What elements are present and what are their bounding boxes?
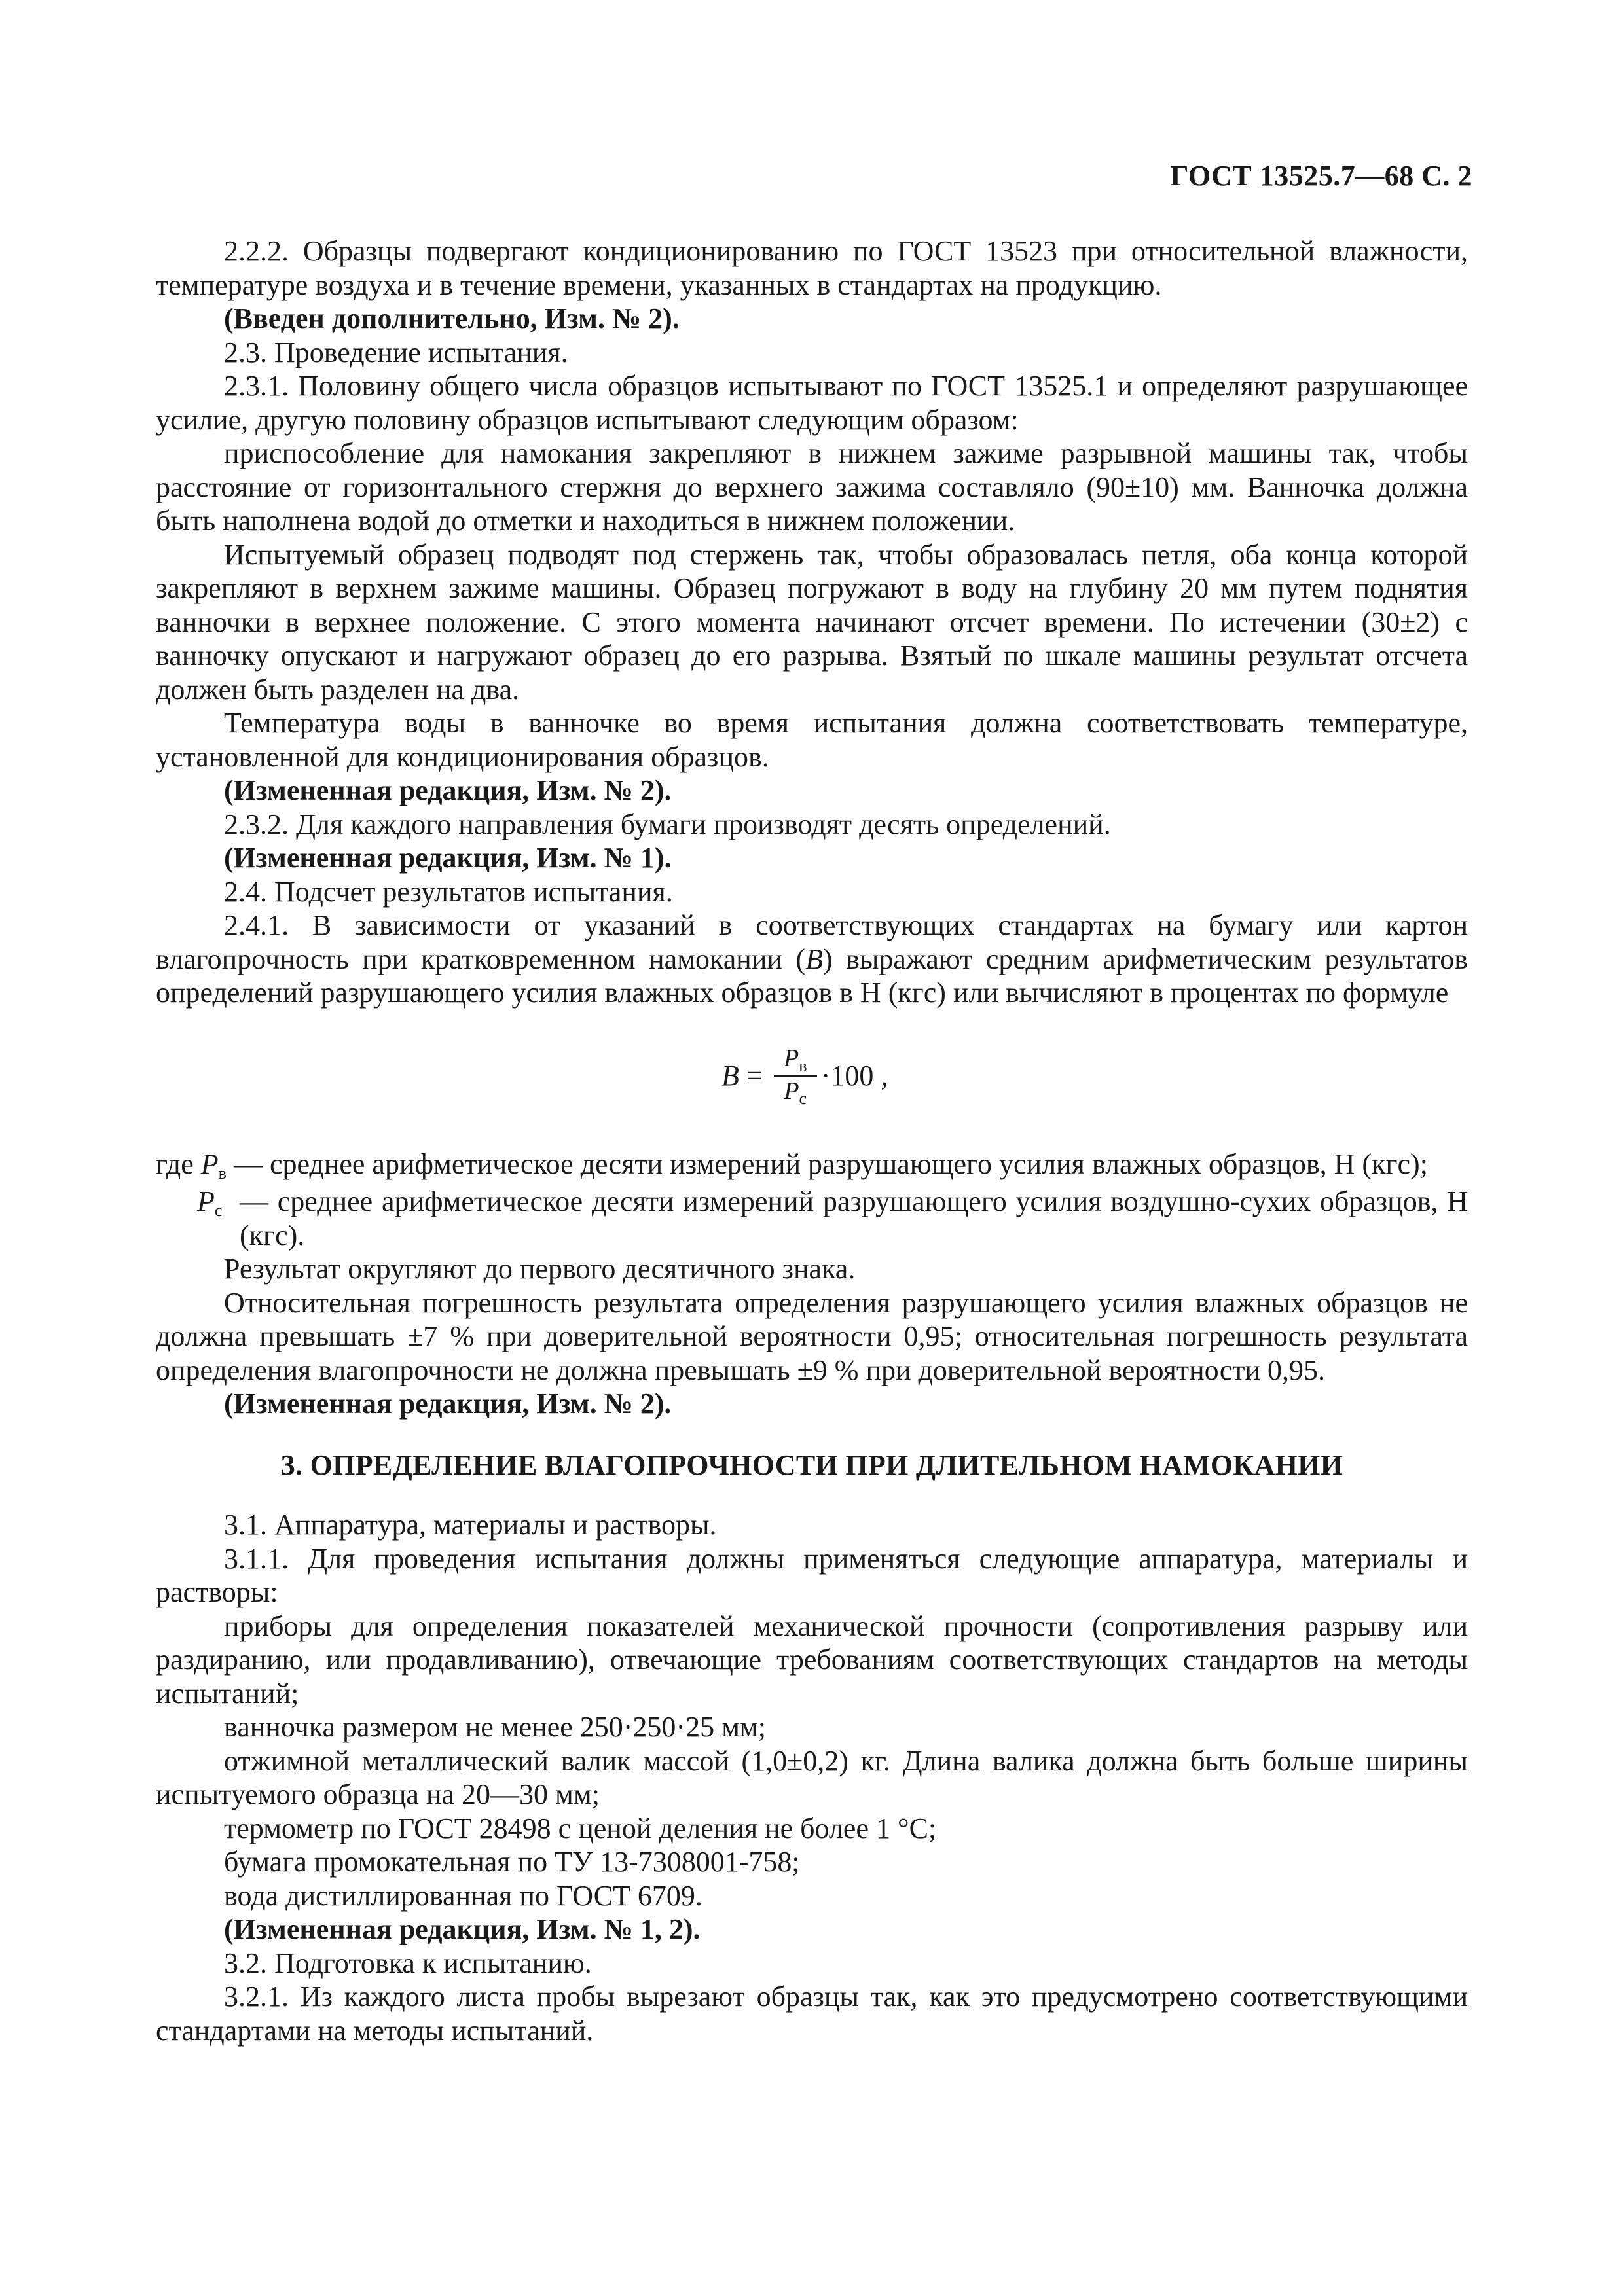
formula-multiplier: ·100 xyxy=(820,1059,874,1092)
paragraph-block-1 xyxy=(156,234,1468,908)
paragraph: Температура воды в ванночке во время испытания должна соответствовать температуре, установленной для кондиционирования образцов. xyxy=(156,707,1468,773)
paragraph: 2.3.2. Для каждого направления бумаги производят десять определений. xyxy=(224,808,1111,840)
paragraph: бумага промокательная по ТУ 13-7308001-758; xyxy=(224,1846,800,1878)
formula-denominator: $P_с$ xyxy=(784,1077,807,1108)
formula-fraction xyxy=(774,1044,817,1108)
paragraph: Результат округляют до первого десятичного знака. xyxy=(224,1253,856,1285)
paragraph: приборы для определения показателей механической прочности (сопротивления разрыву или раздиранию, или продавливанию), отвечающие требованиям соответствующих стандартов на методы испытаний; xyxy=(156,1609,1468,1710)
paragraph: (Измененная редакция, Изм. № 1). xyxy=(224,842,672,874)
paragraph: 3.2. Подготовка к испытанию. xyxy=(224,1946,592,1979)
page-header: ГОСТ 13525.7—68 С. 2 xyxy=(1170,160,1472,192)
paragraph: (Измененная редакция, Изм. № 2). xyxy=(224,1388,672,1420)
paragraph: 3.1. Аппаратура, материалы и растворы. xyxy=(224,1509,717,1541)
paragraph: (Измененная редакция, Изм. № 2). xyxy=(224,774,672,806)
formula-numerator: $P_в$ xyxy=(783,1044,807,1075)
formula-tail: , xyxy=(873,1059,888,1092)
document-body xyxy=(156,234,1468,2047)
paragraph: вода дистиллированная по ГОСТ 6709. xyxy=(224,1879,702,1912)
paragraph: 2.3.1. Половину общего числа образцов испытывают по ГОСТ 13525.1 и определяют разрушающее усилие, другую половину образцов испытывают следующим образом: xyxy=(156,370,1468,436)
formula-block xyxy=(156,1030,1468,1133)
paragraph-block-3 xyxy=(156,1508,1468,2047)
paragraph: приспособление для намокания закрепляют в нижнем зажиме разрывной машины так, чтобы расстояние от горизонтального стержня до верхнего зажима составляло (90±10) мм. Ванночка должна быть наполнена водой до отметки и находиться в нижнем положении. xyxy=(156,437,1468,537)
paragraph: (Введен дополнительно, Изм. № 2). xyxy=(224,302,680,334)
formula xyxy=(721,1033,888,1119)
paragraph: 2.2.2. Образцы подвергают кондиционированию по ГОСТ 13523 при относительной влажности, температуре воздуха и в течение времени, указанных в стандартах на продукцию. xyxy=(156,235,1468,301)
paragraph: отжимной металлический валик массой (1,0±0,2) кг. Длина валика должна быть больше ширины испытуемого образца на 20—30 мм; xyxy=(156,1744,1468,1810)
paragraph-block-2 xyxy=(156,1252,1468,1421)
paragraph: Испытуемый образец подводят под стержень так, чтобы образовалась петля, оба конца которой закрепляют в верхнем зажиме машины. Образец погружают в воду на глубину 20 мм путем поднятия ванночки в верхнее положение. С этого момента начинают отсчет времени. По истечении (30±2) с ванночку опускают и нагружают образец до его разрыва. Взятый по шкале машины результат отсчета должен быть разделен на два. xyxy=(156,538,1468,706)
paragraph: ванночка размером не менее 250·250·25 мм; xyxy=(224,1711,766,1743)
paragraph: 2.4. Подсчет результатов испытания. xyxy=(224,875,673,908)
definition-pc: Pс — среднее арифметическое десяти измерений разрушающего усилия воздушно-сухих образцов, Н (кгс). xyxy=(197,1185,1468,1251)
paragraph: Относительная погрешность результата определения разрушающего усилия влажных образцов не должна превышать ±7 % при доверительной вероятности 0,95; относительная погрешность результата определения влагопрочности не должна превышать ±9 % при доверительной вероятности 0,95. xyxy=(156,1286,1468,1386)
section-3-title: 3. ОПРЕДЕЛЕНИЕ ВЛАГОПРОЧНОСТИ ПРИ ДЛИТЕЛЬНОМ НАМОКАНИИ xyxy=(280,1448,1343,1481)
formula-lhs: B xyxy=(721,1059,739,1092)
paragraph: 3.2.1. Из каждого листа пробы вырезают образцы так, как это предусмотрено соответствующими стандартами на методы испытаний. xyxy=(156,1981,1468,2047)
formula-equals: = xyxy=(739,1059,770,1092)
paragraph: 2.3. Проведение испытания. xyxy=(224,336,568,368)
paragraph: (Измененная редакция, Изм. № 1, 2). xyxy=(224,1913,701,1945)
paragraph: 3.1.1. Для проведения испытания должны применяться следующие аппаратура, материалы и растворы: xyxy=(156,1542,1468,1608)
definitions-list xyxy=(156,1147,1468,1253)
paragraph: термометр по ГОСТ 28498 с ценой деления не более 1 °С; xyxy=(224,1812,937,1844)
definition-pv: где Pв — среднее арифметическое десяти измерений разрушающего усилия влажных образцов, Н (кгс); xyxy=(156,1147,1428,1183)
paragraph-2-4-1: 2.4.1. В зависимости от указаний в соответствующих стандартах на бумагу или картон влагопрочность при кратковременном намокании (B) выражают средним арифметическим результатов определений разрушающего усилия влажных образцов в Н (кгс) или вычисляют в процентах по формуле xyxy=(156,909,1468,1009)
